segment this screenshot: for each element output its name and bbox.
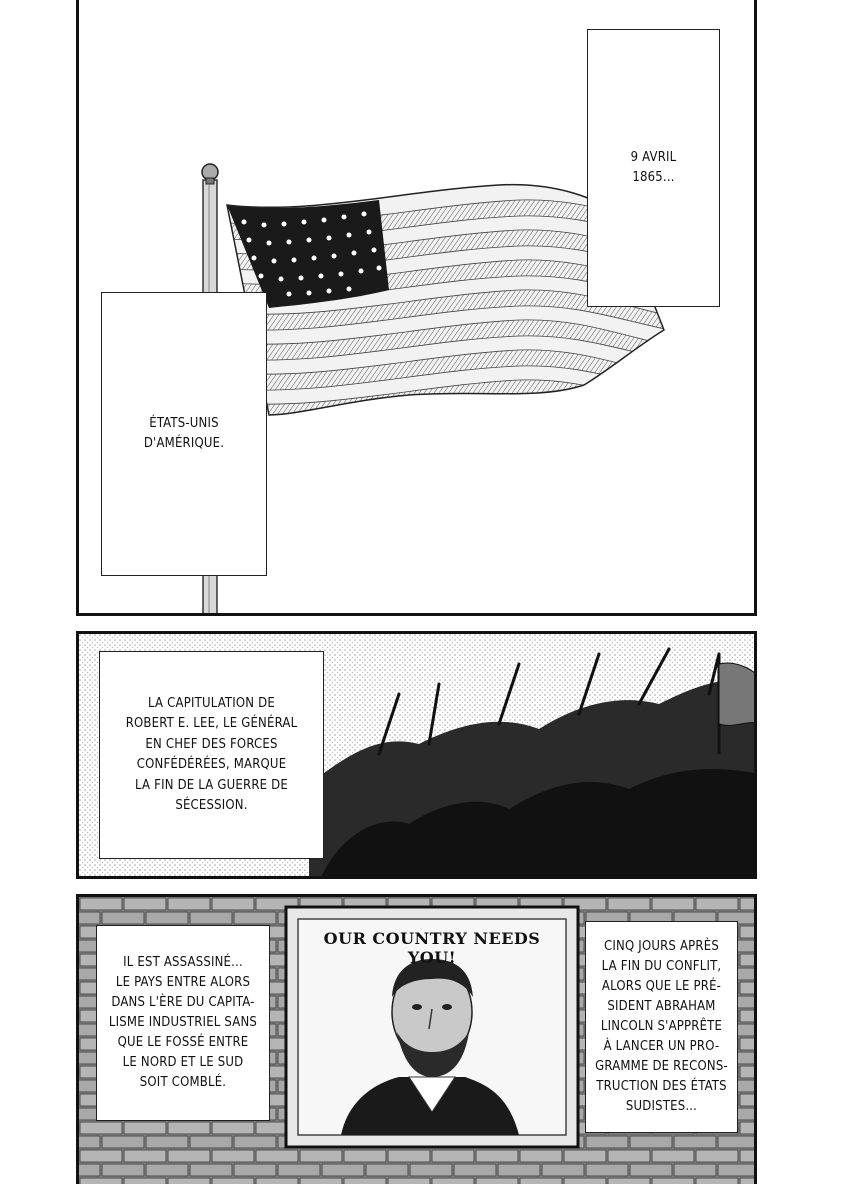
caption-assassination: IL EST ASSASSINÉ... LE PAYS ENTRE ALORS DANS L'ÈRE DU CAPITA- LISME INDUSTRIEL SANS QUE LE FOSSÉ ENTRE LE NORD ET LE SUD SOIT COMBLÉ.: [96, 925, 270, 1121]
poster-title: OUR COUNTRY NEEDS YOU!: [323, 929, 541, 967]
panel-poster: [76, 894, 757, 1184]
caption-five-days: CINQ JOURS APRÈS LA FIN DU CONFLIT, ALORS QUE LE PRÉ- SIDENT ABRAHAM LINCOLN S'APPRÊTE À LANCER UN PRO- GRAMME DE RECONS- TRUCTION DES ÉTATS SUDISTES...: [585, 921, 738, 1133]
caption-date: 9 AVRIL 1865...: [587, 29, 720, 307]
caption-place: ÉTATS-UNIS D'AMÉRIQUE.: [101, 292, 267, 576]
panel-flag: [76, 0, 757, 616]
caption-capitulation: LA CAPITULATION DE ROBERT E. LEE, LE GÉNÉRAL EN CHEF DES FORCES CONFÉDÉRÉES, MARQUE LA FIN DE LA GUERRE DE SÉCESSION.: [99, 651, 324, 859]
panel-battle: [76, 631, 757, 879]
